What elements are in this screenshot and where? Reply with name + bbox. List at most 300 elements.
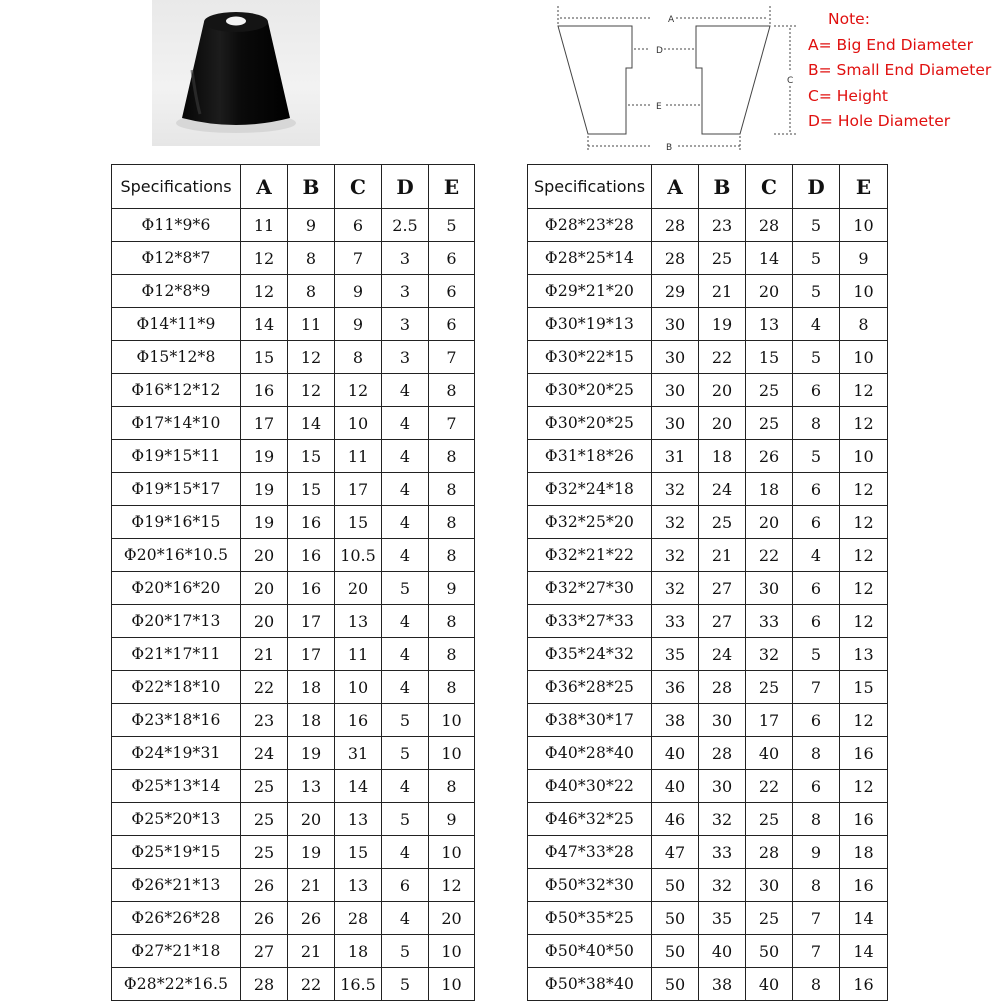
cell-spec: Φ11*9*6 (112, 209, 241, 242)
cell-a: 32 (652, 572, 699, 605)
cell-spec: Φ30*19*13 (528, 308, 652, 341)
header-e: E (840, 165, 888, 209)
cell-spec: Φ38*30*17 (528, 704, 652, 737)
cell-d: 6 (793, 770, 840, 803)
table-row (528, 869, 888, 902)
cell-e: 6 (429, 242, 475, 275)
cell-b: 30 (699, 770, 746, 803)
cell-spec: Φ36*28*25 (528, 671, 652, 704)
cell-a: 29 (652, 275, 699, 308)
cell-c: 32 (746, 638, 793, 671)
cell-e: 10 (429, 704, 475, 737)
cell-a: 50 (652, 935, 699, 968)
cell-b: 24 (699, 638, 746, 671)
cell-a: 15 (241, 341, 288, 374)
cell-spec: Φ28*25*14 (528, 242, 652, 275)
cell-e: 9 (429, 572, 475, 605)
cell-b: 20 (288, 803, 335, 836)
cell-e: 10 (840, 275, 888, 308)
note-title: Note: (828, 10, 870, 28)
cell-a: 25 (241, 836, 288, 869)
table-row (528, 671, 888, 704)
dimension-diagram (552, 4, 802, 156)
table-row (528, 902, 888, 935)
cell-spec: Φ19*15*17 (112, 473, 241, 506)
cell-b: 16 (288, 572, 335, 605)
cell-e: 8 (429, 506, 475, 539)
table-row (112, 968, 475, 1001)
table-row (112, 407, 475, 440)
cell-d: 7 (793, 671, 840, 704)
cell-b: 28 (699, 671, 746, 704)
cell-c: 18 (335, 935, 382, 968)
cell-spec: Φ32*24*18 (528, 473, 652, 506)
cell-a: 26 (241, 869, 288, 902)
cell-b: 11 (288, 308, 335, 341)
cell-e: 9 (840, 242, 888, 275)
cell-a: 12 (241, 275, 288, 308)
cell-d: 4 (382, 671, 429, 704)
cell-b: 17 (288, 638, 335, 671)
cell-c: 22 (746, 770, 793, 803)
cell-d: 4 (382, 539, 429, 572)
cell-e: 8 (840, 308, 888, 341)
cell-d: 6 (793, 374, 840, 407)
cell-d: 2.5 (382, 209, 429, 242)
cell-e: 6 (429, 275, 475, 308)
cell-d: 4 (793, 308, 840, 341)
table-row (112, 209, 475, 242)
cell-e: 10 (429, 737, 475, 770)
cell-e: 8 (429, 638, 475, 671)
cell-c: 33 (746, 605, 793, 638)
cell-c: 13 (746, 308, 793, 341)
table-row (528, 803, 888, 836)
cell-spec: Φ20*17*13 (112, 605, 241, 638)
cell-c: 11 (335, 440, 382, 473)
cell-a: 38 (652, 704, 699, 737)
cell-c: 31 (335, 737, 382, 770)
cell-spec: Φ14*11*9 (112, 308, 241, 341)
cell-c: 14 (335, 770, 382, 803)
cell-d: 5 (793, 275, 840, 308)
cell-e: 8 (429, 440, 475, 473)
cell-e: 18 (840, 836, 888, 869)
table-row (528, 737, 888, 770)
cell-spec: Φ16*12*12 (112, 374, 241, 407)
cell-e: 12 (840, 374, 888, 407)
cell-d: 7 (793, 902, 840, 935)
cell-b: 32 (699, 803, 746, 836)
diagram-label-b: B (666, 143, 673, 153)
table-row (112, 770, 475, 803)
dimension-note (808, 7, 1000, 135)
cell-e: 12 (840, 770, 888, 803)
cell-a: 25 (241, 803, 288, 836)
table-row (528, 605, 888, 638)
cell-a: 28 (652, 242, 699, 275)
cell-e: 16 (840, 869, 888, 902)
cell-e: 8 (429, 770, 475, 803)
cell-b: 12 (288, 374, 335, 407)
cell-a: 22 (241, 671, 288, 704)
cell-c: 9 (335, 275, 382, 308)
cell-d: 4 (382, 638, 429, 671)
cell-a: 47 (652, 836, 699, 869)
cell-d: 6 (793, 704, 840, 737)
cell-e: 8 (429, 473, 475, 506)
rubber-foot-image (152, 0, 320, 146)
cell-c: 18 (746, 473, 793, 506)
cell-b: 32 (699, 869, 746, 902)
cell-a: 20 (241, 539, 288, 572)
cell-d: 8 (793, 968, 840, 1001)
cell-b: 9 (288, 209, 335, 242)
cell-a: 19 (241, 506, 288, 539)
cell-d: 6 (793, 473, 840, 506)
cell-b: 19 (288, 737, 335, 770)
cell-d: 5 (382, 968, 429, 1001)
cell-c: 16 (335, 704, 382, 737)
cell-spec: Φ25*20*13 (112, 803, 241, 836)
table-row (528, 506, 888, 539)
cell-spec: Φ19*16*15 (112, 506, 241, 539)
cell-e: 8 (429, 374, 475, 407)
cell-b: 19 (288, 836, 335, 869)
cell-spec: Φ12*8*9 (112, 275, 241, 308)
table-row (528, 407, 888, 440)
cell-d: 9 (793, 836, 840, 869)
header-b: B (288, 165, 335, 209)
cell-d: 5 (793, 209, 840, 242)
cell-spec: Φ12*8*7 (112, 242, 241, 275)
cell-a: 25 (241, 770, 288, 803)
note-line-b: B= Small End Diameter (808, 61, 992, 79)
cell-e: 12 (840, 473, 888, 506)
cell-a: 30 (652, 308, 699, 341)
cell-a: 30 (652, 407, 699, 440)
table-row (528, 638, 888, 671)
cell-d: 4 (382, 836, 429, 869)
cell-d: 5 (382, 704, 429, 737)
spec-table-right (527, 164, 888, 1001)
cell-b: 25 (699, 506, 746, 539)
cell-c: 12 (335, 374, 382, 407)
cell-b: 20 (699, 407, 746, 440)
cell-a: 30 (652, 374, 699, 407)
cell-spec: Φ46*32*25 (528, 803, 652, 836)
cell-spec: Φ31*18*26 (528, 440, 652, 473)
header-b: B (699, 165, 746, 209)
table-row (112, 737, 475, 770)
cell-spec: Φ40*30*22 (528, 770, 652, 803)
cell-c: 8 (335, 341, 382, 374)
diagram-label-c: C (787, 76, 794, 86)
cell-c: 25 (746, 902, 793, 935)
cell-e: 20 (429, 902, 475, 935)
cell-c: 15 (335, 836, 382, 869)
cell-c: 20 (335, 572, 382, 605)
cell-a: 36 (652, 671, 699, 704)
cell-e: 10 (840, 440, 888, 473)
cell-e: 12 (840, 704, 888, 737)
header-e: E (429, 165, 475, 209)
cell-e: 16 (840, 737, 888, 770)
cell-spec: Φ28*23*28 (528, 209, 652, 242)
table-row (528, 770, 888, 803)
cell-e: 7 (429, 341, 475, 374)
cell-b: 18 (288, 704, 335, 737)
cell-a: 30 (652, 341, 699, 374)
table-row (528, 275, 888, 308)
cell-spec: Φ26*21*13 (112, 869, 241, 902)
cell-c: 6 (335, 209, 382, 242)
table-row (112, 803, 475, 836)
cell-c: 10.5 (335, 539, 382, 572)
header-specifications: Specifications (112, 165, 241, 209)
header-c: C (335, 165, 382, 209)
cell-d: 3 (382, 242, 429, 275)
table-row (528, 704, 888, 737)
cell-spec: Φ28*22*16.5 (112, 968, 241, 1001)
cell-spec: Φ30*20*25 (528, 374, 652, 407)
cell-d: 5 (793, 341, 840, 374)
cell-b: 15 (288, 440, 335, 473)
cell-d: 8 (793, 737, 840, 770)
table-row (112, 341, 475, 374)
table-row (528, 374, 888, 407)
cell-b: 40 (699, 935, 746, 968)
note-line-a: A= Big End Diameter (808, 35, 973, 54)
cell-spec: Φ19*15*11 (112, 440, 241, 473)
cell-e: 14 (840, 902, 888, 935)
cell-d: 4 (382, 770, 429, 803)
cell-a: 32 (652, 506, 699, 539)
cell-a: 14 (241, 308, 288, 341)
cell-a: 33 (652, 605, 699, 638)
cell-c: 10 (335, 407, 382, 440)
cell-e: 13 (840, 638, 888, 671)
cell-d: 6 (382, 869, 429, 902)
cell-e: 12 (840, 506, 888, 539)
table-row (528, 440, 888, 473)
cell-d: 4 (382, 440, 429, 473)
cell-spec: Φ35*24*32 (528, 638, 652, 671)
cell-b: 14 (288, 407, 335, 440)
cell-d: 5 (793, 638, 840, 671)
cell-spec: Φ15*12*8 (112, 341, 241, 374)
cell-d: 4 (382, 473, 429, 506)
cell-b: 22 (288, 968, 335, 1001)
cell-c: 25 (746, 374, 793, 407)
cell-b: 19 (699, 308, 746, 341)
cell-e: 10 (429, 968, 475, 1001)
cell-b: 20 (699, 374, 746, 407)
cell-c: 13 (335, 869, 382, 902)
cell-c: 16.5 (335, 968, 382, 1001)
diagram-label-a: A (668, 15, 675, 25)
header-d: D (382, 165, 429, 209)
cell-b: 38 (699, 968, 746, 1001)
cell-b: 17 (288, 605, 335, 638)
table-row (112, 869, 475, 902)
cell-e: 12 (840, 407, 888, 440)
header-specifications: Specifications (528, 165, 652, 209)
cell-spec: Φ50*40*50 (528, 935, 652, 968)
header-d: D (793, 165, 840, 209)
cell-a: 35 (652, 638, 699, 671)
cell-c: 20 (746, 506, 793, 539)
cell-c: 14 (746, 242, 793, 275)
cell-b: 18 (288, 671, 335, 704)
table-row (112, 902, 475, 935)
table-row (112, 638, 475, 671)
cell-spec: Φ29*21*20 (528, 275, 652, 308)
cell-e: 12 (840, 572, 888, 605)
table-row (112, 275, 475, 308)
cell-d: 4 (382, 374, 429, 407)
cell-d: 6 (793, 506, 840, 539)
cell-c: 10 (335, 671, 382, 704)
table-row (528, 968, 888, 1001)
table-row (112, 836, 475, 869)
cell-a: 31 (652, 440, 699, 473)
cell-a: 19 (241, 440, 288, 473)
cell-c: 22 (746, 539, 793, 572)
cell-a: 19 (241, 473, 288, 506)
cell-a: 50 (652, 968, 699, 1001)
cell-d: 5 (793, 242, 840, 275)
cell-a: 27 (241, 935, 288, 968)
cell-d: 4 (382, 407, 429, 440)
cell-spec: Φ23*18*16 (112, 704, 241, 737)
cell-c: 15 (746, 341, 793, 374)
cell-d: 5 (382, 803, 429, 836)
cell-c: 30 (746, 869, 793, 902)
cell-b: 16 (288, 506, 335, 539)
cell-b: 8 (288, 242, 335, 275)
cell-a: 24 (241, 737, 288, 770)
cell-spec: Φ26*26*28 (112, 902, 241, 935)
cell-e: 5 (429, 209, 475, 242)
cell-c: 11 (335, 638, 382, 671)
cell-c: 26 (746, 440, 793, 473)
cell-d: 8 (793, 407, 840, 440)
table-row (528, 209, 888, 242)
cell-c: 9 (335, 308, 382, 341)
product-photo (152, 0, 320, 146)
cell-b: 33 (699, 836, 746, 869)
cell-b: 12 (288, 341, 335, 374)
diagram-label-d: D (656, 46, 663, 56)
cell-d: 5 (793, 440, 840, 473)
cell-a: 21 (241, 638, 288, 671)
cell-c: 13 (335, 605, 382, 638)
cell-b: 13 (288, 770, 335, 803)
cell-spec: Φ32*21*22 (528, 539, 652, 572)
cell-e: 15 (840, 671, 888, 704)
cell-a: 16 (241, 374, 288, 407)
table-row (112, 605, 475, 638)
table-row (112, 572, 475, 605)
table-row (112, 308, 475, 341)
cell-spec: Φ50*32*30 (528, 869, 652, 902)
cell-d: 5 (382, 572, 429, 605)
cell-a: 26 (241, 902, 288, 935)
cell-b: 28 (699, 737, 746, 770)
cell-e: 7 (429, 407, 475, 440)
cell-d: 8 (793, 803, 840, 836)
header-c: C (746, 165, 793, 209)
cell-c: 28 (746, 209, 793, 242)
diagram-label-e: E (656, 102, 662, 112)
table-row (112, 704, 475, 737)
cell-d: 4 (382, 902, 429, 935)
cell-spec: Φ27*21*18 (112, 935, 241, 968)
cell-c: 25 (746, 407, 793, 440)
cell-spec: Φ21*17*11 (112, 638, 241, 671)
header-a: A (652, 165, 699, 209)
table-row (112, 242, 475, 275)
cell-a: 20 (241, 605, 288, 638)
cell-spec: Φ33*27*33 (528, 605, 652, 638)
table-row (528, 539, 888, 572)
cell-e: 8 (429, 539, 475, 572)
cell-d: 3 (382, 341, 429, 374)
cell-spec: Φ24*19*31 (112, 737, 241, 770)
cell-spec: Φ32*27*30 (528, 572, 652, 605)
cell-d: 5 (382, 737, 429, 770)
cell-b: 21 (288, 935, 335, 968)
cell-b: 22 (699, 341, 746, 374)
cell-spec: Φ47*33*28 (528, 836, 652, 869)
cell-e: 16 (840, 968, 888, 1001)
cell-c: 7 (335, 242, 382, 275)
table-row (528, 341, 888, 374)
table-row (112, 440, 475, 473)
table-row (528, 473, 888, 506)
table-row (528, 935, 888, 968)
table-row (112, 506, 475, 539)
cell-spec: Φ22*18*10 (112, 671, 241, 704)
cell-b: 16 (288, 539, 335, 572)
cell-a: 17 (241, 407, 288, 440)
cell-d: 6 (793, 572, 840, 605)
cell-d: 6 (793, 605, 840, 638)
cell-e: 10 (429, 935, 475, 968)
cell-b: 30 (699, 704, 746, 737)
cell-a: 12 (241, 242, 288, 275)
cell-e: 10 (840, 209, 888, 242)
table-row (112, 539, 475, 572)
cell-d: 4 (793, 539, 840, 572)
cell-a: 50 (652, 902, 699, 935)
cell-spec: Φ20*16*10.5 (112, 539, 241, 572)
cell-spec: Φ25*13*14 (112, 770, 241, 803)
cell-d: 7 (793, 935, 840, 968)
cell-d: 4 (382, 506, 429, 539)
cell-spec: Φ50*38*40 (528, 968, 652, 1001)
cell-c: 40 (746, 968, 793, 1001)
cell-b: 21 (288, 869, 335, 902)
cell-c: 15 (335, 506, 382, 539)
cell-e: 10 (840, 341, 888, 374)
cell-e: 8 (429, 605, 475, 638)
cell-spec: Φ50*35*25 (528, 902, 652, 935)
cell-b: 26 (288, 902, 335, 935)
cell-spec: Φ17*14*10 (112, 407, 241, 440)
table-row (528, 836, 888, 869)
